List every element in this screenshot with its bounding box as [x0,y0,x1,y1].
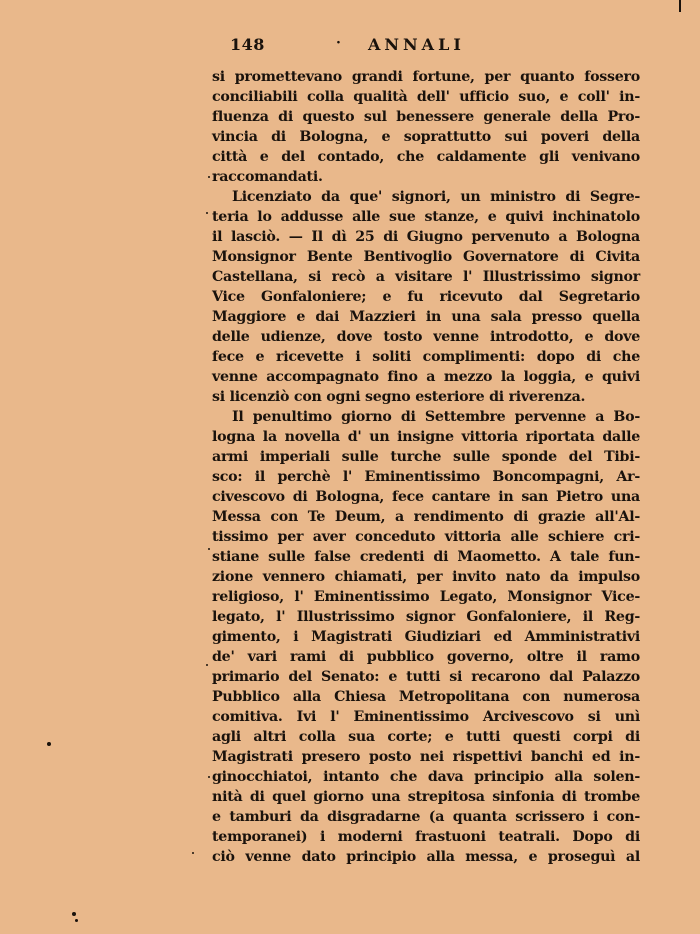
text-line: Maggiore e dai Mazzieri in una sala presso quella [212,309,640,325]
text-line: il lasciò. — Il dì 25 di Giugno pervenuto a Bologna [212,229,640,245]
ink-speck [72,912,76,916]
text-line: primario del Senato: e tutti si recarono dal Palazzo [212,669,640,685]
text-line: Pubblico alla Chiesa Metropolitana con numerosa [212,689,640,705]
text-line: fluenza di questo sul benessere generale della Pro- [212,109,640,125]
text-line: Messa con Te Deum, a rendimento di grazie all'Al- [212,509,640,525]
ink-speck [192,852,194,854]
running-title: ANNALI [368,35,465,54]
text-line: teria lo addusse alle sue stanze, e quivi inchinatolo [212,209,640,225]
body-text [212,67,640,867]
ink-speck [208,776,210,778]
text-line: Magistrati presero posto nei rispettivi banchi ed in- [212,749,640,765]
text-line: si licenziò con ogni segno esteriore di riverenza. [212,389,586,405]
text-line: logna la novella d' un insigne vittoria riportata dalle [212,429,640,445]
text-line: legato, l' Illustrissimo signor Gonfaloniere, il Reg- [212,609,640,625]
ink-speck [75,919,78,922]
text-line: città e del contado, che caldamente gli venivano [212,149,640,165]
page-number: 148 [230,35,265,54]
text-line: agli altri colla sua corte; e tutti questi corpi di [212,729,640,745]
edge-mark [679,0,681,12]
text-line: Licenziato da que' signori, un ministro di Segre- [232,189,640,205]
text-line: e tamburi da disgradarne (a quanta scrissero i con- [212,809,640,825]
text-line: vincia di Bologna, e soprattutto sui poveri della [212,129,640,145]
text-line: ginocchiatoi, intanto che dava principio alla solen- [212,769,640,785]
ink-speck [206,212,208,214]
text-line: temporanei) i moderni frastuoni teatrali. Dopo di [212,829,640,845]
header-separator-dot: · [336,35,341,51]
text-line: civescovo di Bologna, fece cantare in san Pietro una [212,489,640,505]
ink-speck [47,742,51,746]
text-line: si promettevano grandi fortune, per quanto fossero [212,69,640,85]
text-line: religioso, l' Eminentissimo Legato, Monsignor Vice- [212,589,640,605]
text-line: stiane sulle false credenti di Maometto. A tale fun- [212,549,640,565]
text-line: gimento, i Magistrati Giudiziari ed Amministrativi [212,629,640,645]
text-line: Monsignor Bente Bentivoglio Governatore di Civita [212,249,640,265]
text-line: zione vennero chiamati, per invito nato da impulso [212,569,640,585]
page-header [212,35,640,57]
text-line: Il penultimo giorno di Settembre pervenne a Bo- [232,409,640,425]
ink-speck [208,176,210,178]
text-line: Castellana, si recò a visitare l' Illustrissimo signor [212,269,640,285]
text-line: Vice Gonfaloniere; e fu ricevuto dal Segretario [212,289,640,305]
text-line: ciò venne dato principio alla messa, e proseguì al [212,849,640,865]
text-line: fece e ricevette i soliti complimenti: dopo di che [212,349,640,365]
text-line: armi imperiali sulle turche sulle sponde del Tibi- [212,449,640,465]
text-line: tissimo per aver conceduto vittoria alle schiere cri- [212,529,640,545]
text-line: comitiva. Ivi l' Eminentissimo Arcivescovo si unì [212,709,640,725]
text-line: de' vari rami di pubblico governo, oltre il ramo [212,649,640,665]
text-line: raccomandati. [212,169,323,185]
text-line: delle udienze, dove tosto venne introdotto, e dove [212,329,640,345]
ink-speck [208,548,210,550]
text-line: venne accompagnato fino a mezzo la loggia, e quivi [212,369,640,385]
ink-speck [206,664,208,666]
text-line: conciliabili colla qualità dell' ufficio suo, e coll' in- [212,89,640,105]
text-line: sco: il perchè l' Eminentissimo Boncompagni, Ar- [212,469,640,485]
text-line: nità di quel giorno una strepitosa sinfonia di trombe [212,789,640,805]
